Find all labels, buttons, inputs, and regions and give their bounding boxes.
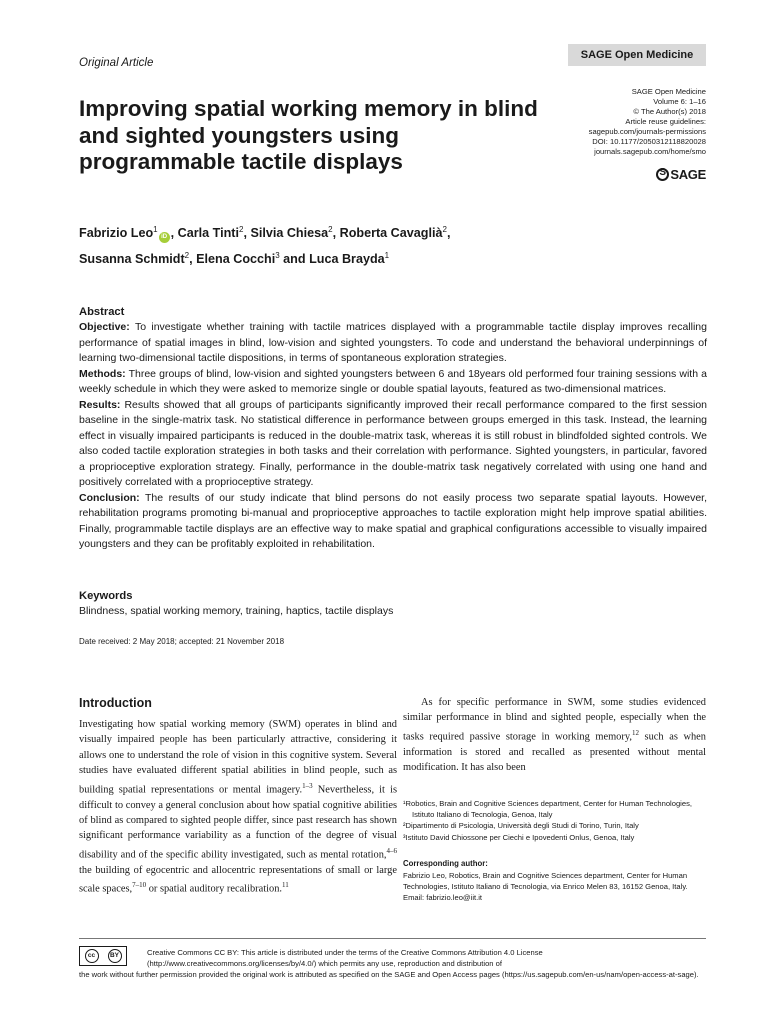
author-affiliation-number: 2 [328,225,333,234]
introduction-section [79,695,397,897]
author-affiliation-number: 2 [238,225,244,234]
sage-logo-text: SAGE [670,166,706,182]
abstract-section-text: Three groups of blind, low-vision and sighted youngsters between 6 and 18years old performed four training sessions with a weekly schedule in which they were asked to memorize single or double spatial layouts, featured as two-dimensional matrices. [79,367,707,395]
abstract-section-text: To investigate whether training with tactile matrices displayed with a programmable tactile display improves recalling performance of spatial images in blind, low-vision and sighted youngsters. To code and understand the behavioral underpinnings of learning two-dimensional tactile dispositions, in terms of spontaneous exploration strategies. [79,321,707,364]
corresponding-details [403,870,706,904]
license-line-2: the work without further permission provided the original work is attributed as specified on the SAGE and Open Access pages (https://us.sagepub.com/en-us/nam/open-access-at-sage). [79,970,699,979]
abstract-paragraph [79,367,707,398]
abstract-paragraph [79,398,707,491]
journal-meta-line: journals.sagepub.com/home/smo [594,147,706,156]
body-text: Nevertheless, it is difficult to convey a general conclusion about how spatial cognitive abilities of blind as compared to sighted people differ, since past research has shown significant performance variability as a function of the degree of visual disability and of the specific ability investigated, such as mental rotation, [79,784,397,861]
affiliation: ²Dipartimento di Psicologia, Università degli Studi di Torino, Turin, Italy [403,821,639,831]
corresponding-line: Email: fabrizio.leo@iit.it [403,893,483,903]
author-affiliation-number: 1 [384,250,390,260]
introduction-paragraph [79,717,397,897]
right-column-paragraph [403,695,706,776]
author-line-1: Fabrizio Leo$^1$iD , Carla Tinti$^2$, Silvia Chiesa$^2$, Roberta Cavaglià$^2$, [79,219,599,245]
author-name: Carla Tinti [177,226,239,241]
paper-title: Improving spatial working memory in blind and sighted youngsters using programmable tactile displays [79,96,538,174]
citation-reference: 11 [282,881,289,889]
license-line-1: Creative Commons CC BY: This article is distributed under the terms of the Creative Commons Attribution 4.0 License (http://www.creativecommons.org/licenses/by/4.0/) which permits any use, reproduction and distribution of [147,948,543,968]
body-text: the building of egocentric and allocentric representations of small or large scale spaces, [79,864,397,895]
affiliation: ³Istituto David Chiossone per Ciechi e Ipovedenti Onlus, Genoa, Italy [403,832,635,842]
author-name: Elena Cocchi [196,251,276,266]
abstract-section-text: The results of our study indicate that blind persons do not easily process two separate spatial layouts. However, rehabilitation programs promoting bi-manual and proprioceptive approaches to tactile exploration might help improve spatial abilities. Finally, programmable tactile displays are an effective way to make spatial and graphical configurations accessible to visually impaired youngsters and they can be profitably exploited in rehabilitation. [79,491,708,550]
author-name: Roberta Cavaglià [339,226,443,241]
journal-meta-line: SAGE Open Medicine [631,87,706,96]
abstract-body [79,320,707,553]
corresponding-heading: Corresponding author: [403,859,488,868]
introduction-heading: Introduction [79,696,152,710]
affiliation: ¹Robotics, Brain and Cognitive Sciences department, Center for Human Technologies, Istituto Italiano di Tecnologia, Genoa, Italy [403,799,692,820]
sage-logo [630,166,706,182]
abstract-heading: Abstract [79,306,125,318]
by-icon: BY [108,949,122,963]
journal-meta-line: © The Author(s) 2018 [633,107,706,116]
abstract-paragraph [79,491,707,553]
citation-reference: 7–10 [132,881,147,889]
author-list [79,219,599,270]
body-text: Investigating how spatial working memory (SWM) operates in blind and visually impaired people has been particularly attractive, considering it allows one to understand the role of vision in this cognitive system. Several studies have evaluated different spatial abilities in blind people, such as building spatial representations or mental imagery. [79,719,397,796]
abstract-paragraph [79,320,707,367]
author-name: Fabrizio Leo [79,226,154,241]
footer-divider [79,938,706,939]
author-line-2: Susanna Schmidt$^2$, Elena Cocchi$^3$ and Luca Brayda$^1$ [79,250,390,266]
body-text: or spatial auditory recalibration. [146,883,282,895]
license-notice [79,947,706,980]
author-name: Silvia Chiesa [250,226,329,241]
abstract-section-label: Objective: [79,321,130,333]
body-text: As for specific performance in SWM, some studies evidenced similar performance in blind and sighted people, especially when the tasks required passive storage in working memory, [403,697,706,743]
abstract-section-label: Conclusion: [79,491,140,504]
journal-meta-line: Volume 6: 1–16 [653,97,706,106]
journal-badge: SAGE Open Medicine [568,44,706,66]
abstract-section-text: Results showed that all groups of participants significantly improved their recall performance compared to the first session baseline in the single-matrix task. No statistical difference in performance between groups emerged in this task. Instead, the learning effect in visually impaired participants is reduced in the double-matrix task, whereas it is still robust in blindfolded sighted controls. We also coded tactile exploration strategies in both tasks and their correlation with performance. Sighted youngsters, in particular, favored a proprioceptive exploration strategy. Finally, performance in the double-matrix task negatively correlated with using one hand and positively correlated with a proprioceptive strategy. [79,398,708,488]
keywords-heading: Keywords [79,590,133,602]
abstract-section-label: Methods: [79,367,126,380]
citation-reference: 4–6 [386,846,397,855]
keywords [79,589,707,619]
author-affiliation-number: 3 [275,250,280,260]
author-name: Luca Brayda [309,251,385,266]
journal-meta [520,87,706,157]
corresponding-line: Fabrizio Leo, Robotics, Brain and Cognitive Sciences department, Center for Human Technologies, Istituto Italiano di Tecnologia, via Enrico Melen 83, 16152 Genoa, Italy. [403,871,688,892]
abstract [79,305,707,553]
journal-meta-line: sagepub.com/journals-permissions [588,127,706,136]
sage-s-icon [656,168,669,181]
keywords-text: Blindness, spatial working memory, training, haptics, tactile displays [79,605,394,617]
journal-meta-line: DOI: 10.1177/2050312118820028 [592,137,706,146]
corresponding-author [403,858,706,904]
author-affiliation-number: 2 [184,250,190,260]
body-text: such as when information is stored and recalled as presented without mental modification. It has also been [403,731,706,774]
article-type-label: Original Article [79,57,154,69]
cc-icon: cc [85,949,99,963]
journal-meta-line: Article reuse guidelines: [625,117,706,126]
affiliations [403,798,706,843]
citation-reference: 12 [631,728,639,737]
author-affiliation-number: 1 [153,225,158,234]
citation-reference: 1–3 [302,781,313,790]
date-received: Date received: 2 May 2018; accepted: 21 November 2018 [79,637,285,646]
abstract-section-label: Results: [79,398,121,411]
orcid-icon: iD [159,232,170,243]
author-name: Susanna Schmidt [79,251,185,266]
author-affiliation-number: 2 [442,225,447,234]
